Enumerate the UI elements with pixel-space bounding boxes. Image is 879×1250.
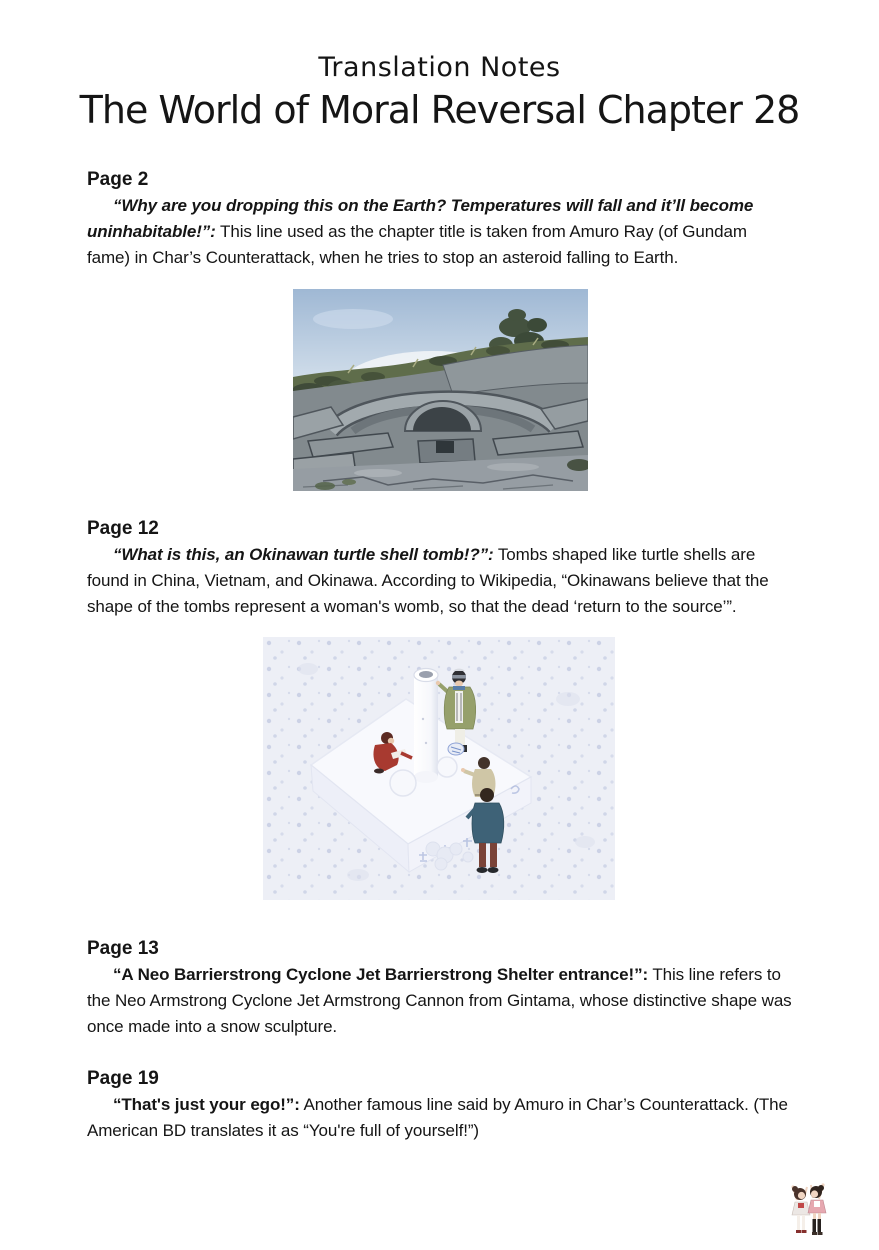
note-body: Another famous line said by Amuro in Char’s Counterattack. (The American BD translates it as “You're full of yourself!”): [87, 1094, 788, 1140]
section-heading: Page 12: [87, 517, 159, 539]
section-page-2: [87, 167, 792, 271]
section-page-13: [87, 936, 792, 1040]
section-note: [87, 962, 792, 1040]
page-title: The World of Moral Reversal Chapter 28: [79, 88, 800, 133]
quote-lead: “A Neo Barrierstrong Cyclone Jet Barrierstrong Shelter entrance!”:: [113, 964, 649, 984]
section-note: [87, 1092, 792, 1144]
section-heading: Page 13: [87, 937, 159, 959]
section-page-12: [87, 516, 792, 620]
section-heading: Page 19: [87, 1067, 159, 1089]
chibi-characters-mascot: [785, 1180, 831, 1242]
section-page-19: [87, 1066, 792, 1144]
quote-lead: “Why are you dropping this on the Earth? Temperatures will fall and it’ll become uninhabitable!”:: [87, 195, 754, 241]
quote-lead: “That's just your ego!”:: [113, 1094, 300, 1114]
snow-scene-drawing: [263, 637, 615, 900]
note-body: This line used as the chapter title is taken from Amuro Ray (of Gundam fame) in Char’s Counterattack, when he tries to stop an asteroid falling to Earth.: [87, 221, 747, 267]
notes-content: [87, 167, 792, 1144]
tomb-photo-drawing: [293, 289, 588, 491]
turtle-shell-tomb-photo: [293, 289, 588, 491]
note-body: Tombs shaped like turtle shells are found in China, Vietnam, and Okinawa. According to Wikipedia, “Okinawans believe that the shape of the tombs represent a woman's womb, so that the dead ‘return to the source’”.: [87, 544, 769, 616]
page-subtitle: Translation Notes: [318, 52, 561, 83]
section-note: [87, 193, 792, 271]
section-heading: Page 2: [87, 168, 149, 190]
gintama-snow-sculpture-screenshot: [263, 637, 615, 900]
note-body: This line refers to the Neo Armstrong Cyclone Jet Armstrong Cannon from Gintama, whose distinctive shape was once made into a snow sculpture.: [87, 964, 792, 1036]
chibi-mascot-drawing: [785, 1180, 831, 1242]
quote-lead: “What is this, an Okinawan turtle shell tomb!?”:: [113, 544, 494, 564]
section-note: [87, 542, 792, 620]
